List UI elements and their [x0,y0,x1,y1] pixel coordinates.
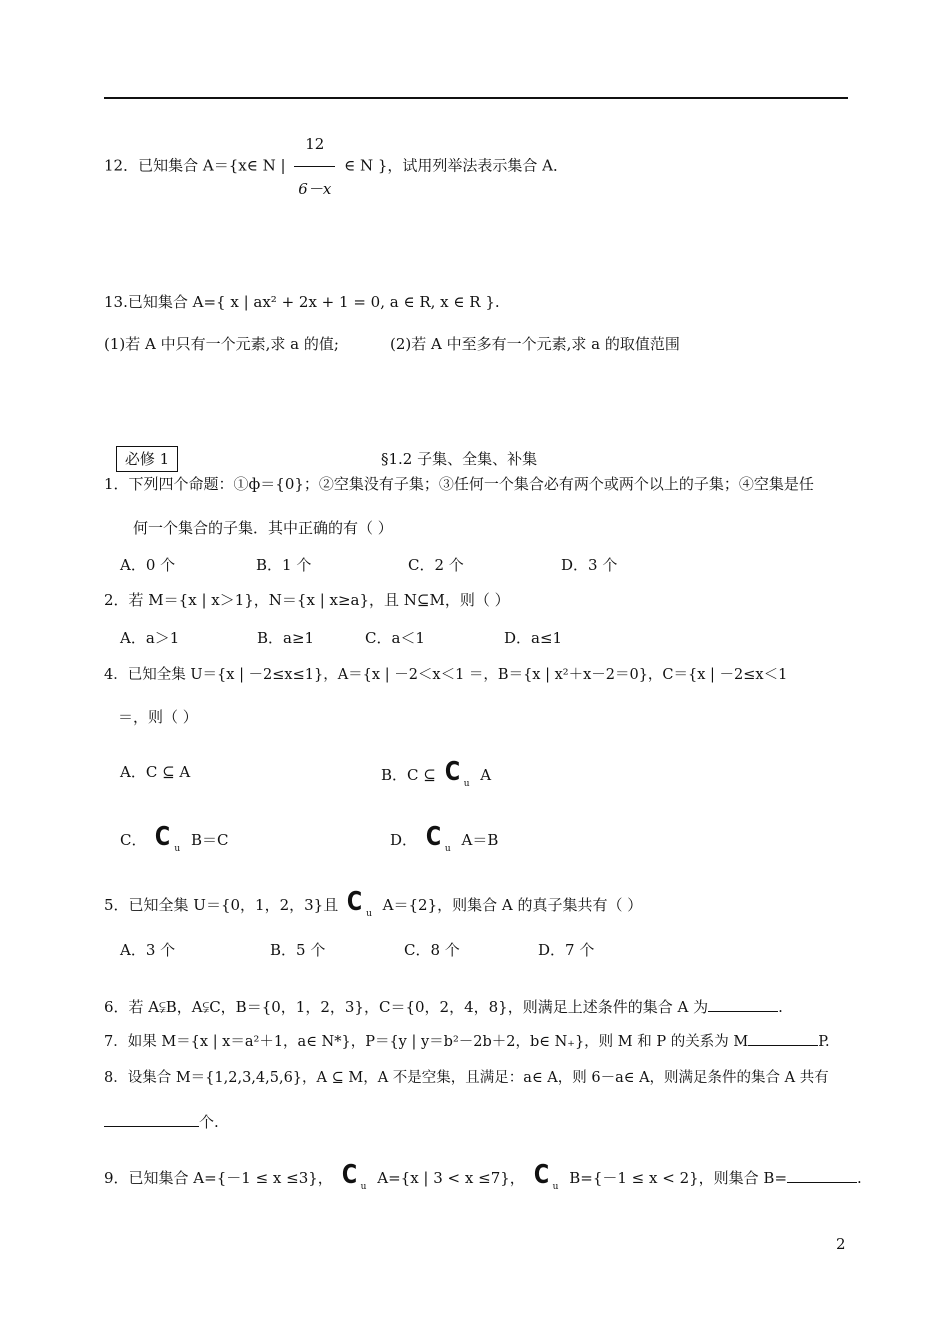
q7-answer-blank[interactable] [748,1031,818,1046]
complement-symbol: C [341,1160,357,1190]
q4-option-b-suffix: A [480,766,492,784]
q5-option-c: C．8 个 [404,941,460,959]
q6-end: . [778,998,783,1016]
q12-denominator: 6－x [294,166,335,211]
complement-symbol: C [533,1160,549,1190]
q6-answer-blank[interactable] [708,997,778,1012]
q8-answer-blank[interactable] [104,1112,199,1127]
q12-suffix: ∈ N }，试用列举法表示集合 A． [344,156,569,175]
q2-option-c: C．a＜1 [365,629,425,647]
question-8-line1: 8．设集合 M＝{1,2,3,4,5,6}，A ⊆ M，A 不是空集，且满足：a∈ A，则 6－a∈ A，则满足条件的集合 A 共有 [104,1070,829,1086]
q4-option-a: A．C ⊆ A [120,763,191,781]
q1-option-d: D．3 个 [561,556,618,574]
q8-end: 个. [199,1113,219,1131]
complement-symbol: C [155,822,171,852]
question-2-stem: 2．若 M＝{x | x＞1}，N＝{x | x≥a}，且 N⊆M，则（ ） [104,591,510,609]
q9-prefix: 9．已知集合 A={－1 ≤ x ≤3}， [104,1169,333,1187]
q2-option-a: A．a＞1 [120,629,180,647]
complement-subscript: u [174,844,181,854]
q2-option-d: D．a≤1 [504,629,563,647]
question-13-part1: (1)若 A 中只有一个元素,求 a 的值; [104,335,339,353]
question-13-part2: (2)若 A 中至多有一个元素,求 a 的取值范围 [390,335,680,353]
question-4-line1: 4．已知全集 U＝{x | －2≤x≤1}，A＝{x | －2＜x＜1 ＝，B＝{x | x²＋x－2＝0}，C＝{x | －2≤x＜1 [104,667,788,683]
q9-mid1: A={x | 3 < x ≤7}， [377,1169,525,1187]
question-5-stem [104,885,642,931]
q5-stem-prefix: 5．已知全集 U＝{0，1，2，3}且 [104,896,339,914]
q7-stem: 7．如果 M＝{x | x＝a²＋1，a∈ N*}，P＝{y | y＝b²－2b＋2，b∈ N₊}，则 M 和 P 的关系为 M [104,1034,749,1050]
q9-end: . [857,1169,862,1187]
q4-option-b [381,755,491,801]
complement-subscript: u [463,779,470,789]
question-13-stem: 13.已知集合 A={ x | ax² + 2x + 1 = 0, a ∈ R, x ∈ R }. [104,293,500,311]
question-1-line2: 何一个集合的子集．其中正确的有（ ） [133,519,393,537]
complement-symbol: C [444,757,460,787]
question-8-line2 [104,1112,219,1132]
complement-subscript: u [360,1182,367,1192]
question-12 [104,122,568,211]
q4-option-d [390,820,498,866]
q4-option-b-prefix: B．C ⊆ [381,766,436,784]
q5-option-b: B．5 个 [270,941,326,959]
complement-subscript: u [366,909,372,919]
q9-mid2: B={－1 ≤ x < 2}，则集合 B= [569,1169,788,1187]
complement-symbol: C [346,887,363,917]
section-box-label: 必修 1 [116,446,178,472]
page-number: 2 [836,1235,846,1253]
q6-stem: 6．若 A⫋B，A⫋C，B＝{0，1，2，3}，C＝{0，2，4，8}，则满足上述条件的集合 A 为 [104,998,709,1016]
q7-end: P. [818,1034,830,1050]
q1-option-a: A．0 个 [120,556,176,574]
question-7 [104,1031,830,1052]
q1-option-c: C．2 个 [408,556,464,574]
q12-fraction [294,122,335,211]
q2-option-b: B．a≥1 [257,629,315,647]
q9-answer-blank[interactable] [787,1168,857,1183]
q1-option-b: B．1 个 [256,556,312,574]
complement-symbol: C [425,822,441,852]
q12-prefix: 12．已知集合 A＝{x∈ N | [104,156,286,175]
section-title: §1.2 子集、全集、补集 [381,450,538,468]
q5-option-d: D．7 个 [538,941,595,959]
header-rule [104,97,848,99]
question-4-line2: ＝，则（ ） [118,708,198,726]
complement-subscript: u [444,844,451,854]
question-6 [104,997,783,1017]
q12-numerator: 12 [305,135,325,153]
q4-option-c [120,820,228,866]
q4-option-d-suffix: A＝B [461,831,499,849]
q5-option-a: A．3 个 [120,941,176,959]
question-1-line1: 1．下列四个命题：①ф＝{0}；②空集没有子集；③任何一个集合必有两个或两个以上的子集；④空集是任 [104,475,814,493]
complement-subscript: u [552,1182,559,1192]
q4-option-c-prefix: C． [120,831,147,849]
q4-option-c-suffix: B＝C [190,831,229,849]
question-9 [104,1158,862,1204]
q4-option-d-prefix: D． [390,831,418,849]
q5-stem-suffix: A＝{2}，则集合 A 的真子集共有（ ） [382,896,643,914]
